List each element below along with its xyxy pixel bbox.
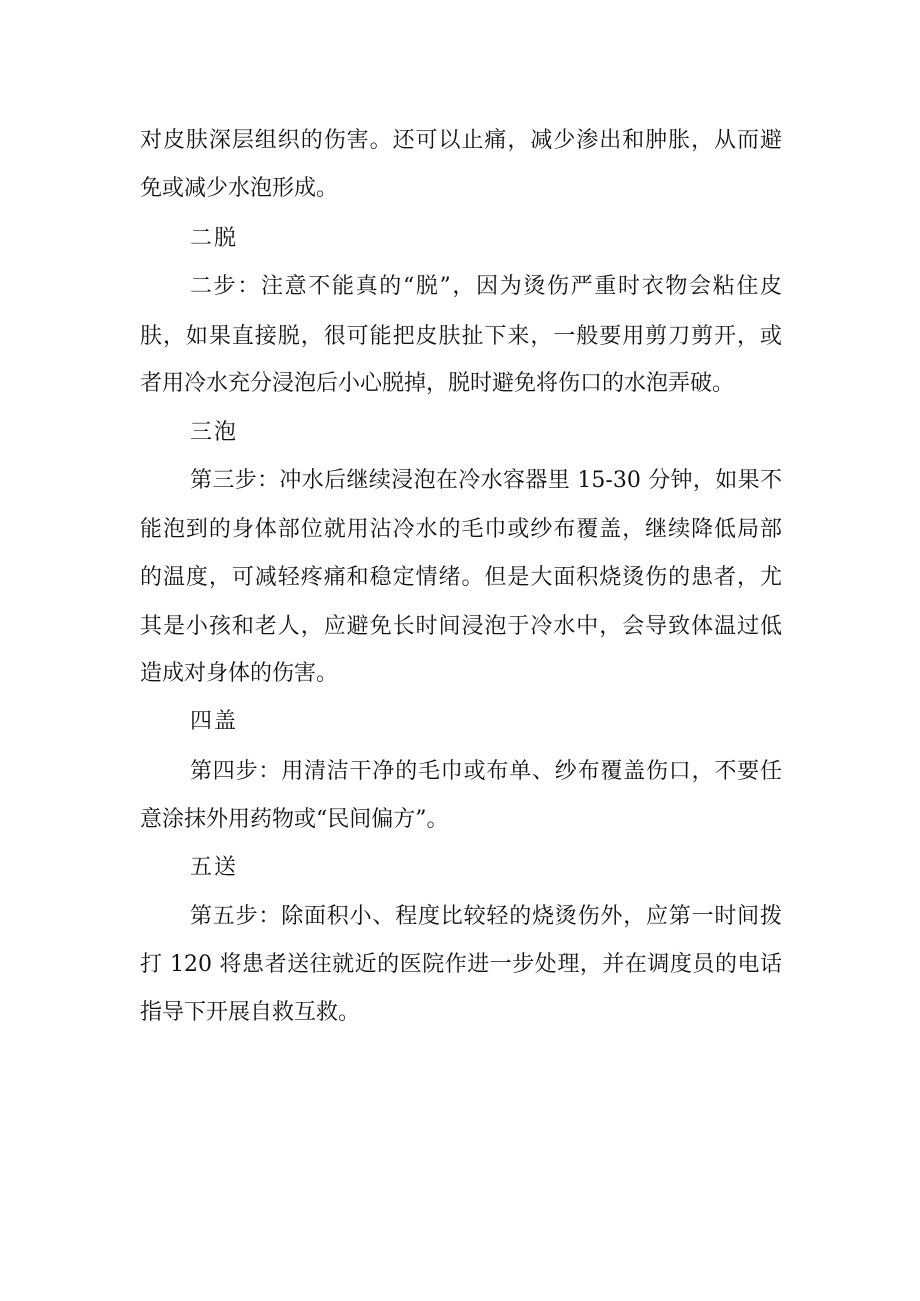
paragraph-line: 第三步：冲水后继续浸泡在冷水容器里 15-30 分钟，如果不: [190, 468, 782, 493]
paragraph-line: 其是小孩和老人，应避免长时间浸泡于冷水中，会导致体温过低: [140, 614, 782, 639]
paragraph-line: 的温度，可减轻疼痛和稳定情绪。但是大面积烧烫伤的患者，尤: [140, 565, 782, 590]
paragraph-line: 意涂抹外用药物或“民间偏方”。: [140, 807, 449, 832]
paragraph-line: 打 120 将患者送往就近的医院作进一步处理，并在调度员的电话: [140, 952, 782, 977]
paragraph-line: 肤，如果直接脱，很可能把皮肤扯下来，一般要用剪刀剪开，或: [140, 324, 782, 349]
paragraph-line: 指导下开展自救互救。: [140, 1000, 361, 1025]
paragraph-line: 能泡到的身体部位就用沾冷水的毛巾或纱布覆盖，继续降低局部: [140, 517, 782, 542]
section-heading-step2: 二脱: [190, 226, 239, 251]
paragraph-line: 第四步：用清洁干净的毛巾或布单、纱布覆盖伤口，不要任: [190, 759, 782, 784]
paragraph-line: 造成对身体的伤害。: [140, 661, 339, 686]
section-heading-step3: 三泡: [190, 420, 239, 445]
paragraph-line: 免或减少水泡形成。: [140, 176, 339, 201]
section-heading-step4: 四盖: [190, 709, 239, 734]
paragraph-line: 对皮肤深层组织的伤害。还可以止痛，减少渗出和肿胀，从而避: [140, 128, 782, 153]
paragraph-line: 二步：注意不能真的“脱”，因为烫伤严重时衣物会粘住皮: [190, 274, 782, 299]
paragraph-line: 第五步：除面积小、程度比较轻的烧烫伤外，应第一时间拨: [190, 904, 782, 929]
section-heading-step5: 五送: [190, 855, 239, 880]
paragraph-line: 者用冷水充分浸泡后小心脱掉，脱时避免将伤口的水泡弄破。: [140, 371, 735, 396]
